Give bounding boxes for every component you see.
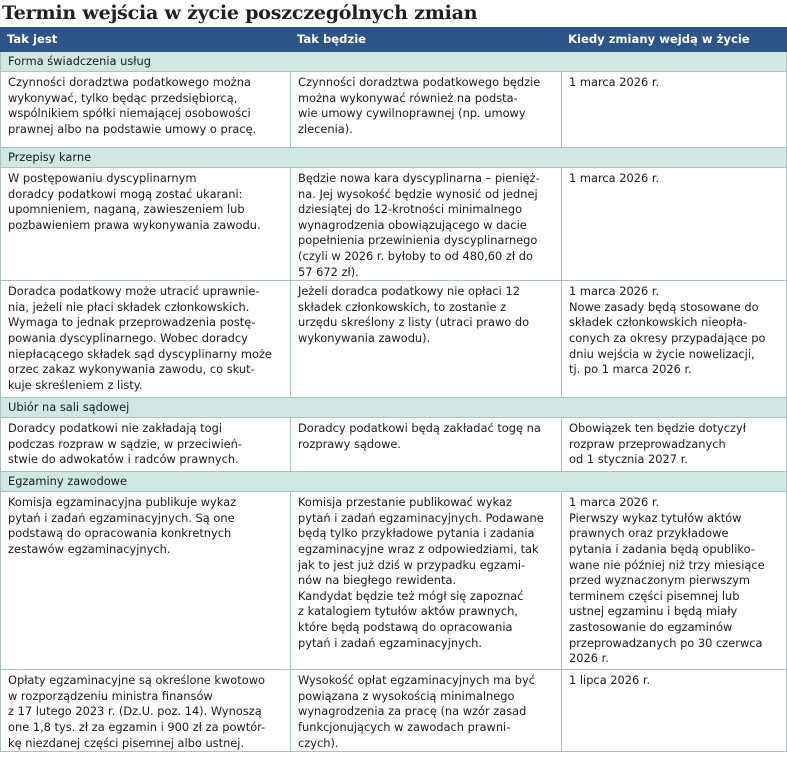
cell-text-line: Nowe zasady będą stosowane do (569, 299, 759, 314)
cell-text-line: upomnieniem, naganą, zawieszeniem lub (8, 202, 245, 217)
cell-text-line: od 1 stycznia 2027 r. (569, 452, 688, 467)
section-label: Przepisy karne (1, 148, 787, 168)
cell-text-line: rozpraw przeprowadzanych (569, 436, 726, 451)
cell-text-line: ustnej egzaminu i będą miały (569, 604, 738, 619)
cell-text-line: podstawą do opracowania konkretnych (8, 526, 232, 541)
cell-text-line: urzędu skreślony z listy (utraci prawo do (298, 315, 530, 330)
cell-text-line: rozprawy sądowe. (298, 436, 402, 451)
cell-text-line: Komisja egzaminacyjna publikuje wykaz (8, 495, 237, 510)
cell-current (1, 492, 291, 670)
cell-effective-date (562, 670, 787, 752)
cell-text-line: zlecenia). (298, 121, 353, 136)
header-future: Tak będzie (291, 28, 562, 52)
cell-text-line: zastosowanie do egzaminów (569, 619, 733, 634)
cell-text-line: Doradca podatkowy może utracić uprawnie- (8, 284, 260, 299)
cell-text-line: z 17 lutego 2023 r. (Dz.U. poz. 14). Wynoszą (8, 704, 262, 719)
cell-text-line: pytań i zadań egzaminacyjnych. Są one (8, 510, 235, 525)
cell-text-line: w rozporządzeniu ministra finansów (8, 688, 213, 703)
cell-text-line: składek członkowskich nieopła- (569, 315, 748, 330)
cell-text-line: kę niezdanej części pisemnej albo ustnej. (8, 735, 245, 750)
cell-text-line: conych za okresy przypadające po (569, 330, 766, 345)
cell-effective-date (562, 281, 787, 398)
cell-text-line: W postępowaniu dyscyplinarnym (8, 171, 197, 185)
cell-text-line: wynagrodzenia za pracę (na wzór zasad (298, 704, 527, 719)
cell-text-line: tj. po 1 marca 2026 r. (569, 362, 692, 377)
cell-text-line: niepłacącego składek sąd dyscyplinarny może (8, 346, 272, 361)
cell-text-line: Opłaty egzaminacyjne są określone kwotowo (8, 673, 265, 688)
cell-current (1, 670, 291, 752)
cell-text-line: z katalogiem tytułów aktów prawnych, (298, 604, 518, 619)
cell-text-line: terminem części pisemnej lub (569, 588, 740, 603)
header-effective-date: Kiedy zmiany wejdą w życie (562, 28, 787, 52)
cell-text-line: kuje skreśleniem z listy. (8, 377, 143, 392)
header-row (1, 28, 787, 52)
cell-text-line: pytań i zadań egzaminacyjnych. (298, 635, 482, 650)
cell-future (291, 281, 562, 398)
section-row (1, 472, 787, 492)
cell-text-line: 1 marca 2026 r. (569, 171, 660, 185)
cell-text-line: Czynności doradztwa podatkowego będzie (298, 75, 541, 89)
cell-text-line: Komisja przestanie publikować wykaz (298, 495, 512, 510)
cell-text-line: przeprowadzanych po 30 czerwca (569, 635, 763, 650)
cell-text-line: prawnej albo na podstawie umowy o pracę. (8, 121, 257, 136)
cell-text-line: przed wyznaczonym pierwszym (569, 573, 751, 588)
header-current: Tak jest (1, 28, 291, 52)
cell-text-line: Czynności doradztwa podatkowego można (8, 75, 251, 89)
page-title: Termin wejścia w życie poszczególnych zmian (2, 2, 478, 24)
cell-text-line: stwie do adwokatów i radców prawnych. (8, 452, 239, 467)
cell-effective-date (562, 168, 787, 281)
cell-text-line: wynagrodzenia obowiązującego w dacie (298, 217, 527, 232)
cell-text-line: nia, jeżeli nie płaci składek członkowskich. (8, 299, 250, 314)
cell-text-line: składek członkowskich, to zostanie z (298, 299, 507, 314)
table-row (1, 168, 787, 281)
cell-future (291, 418, 562, 472)
table-row (1, 492, 787, 670)
cell-text-line: Kandydat będzie też mógł się zapoznać (298, 588, 524, 603)
cell-text-line: popełnienia przewinienia dyscyplinarnego (298, 233, 538, 248)
cell-text-line: doradcy podatkowi mogą zostać ukarani: (8, 186, 243, 201)
cell-text-line: jak to jest już dziś w przypadku egzami- (298, 557, 526, 572)
cell-text-line: podczas rozpraw w sądzie, w przeciwień- (8, 436, 242, 451)
cell-text-line: orzec zakaz wykonywania zawodu, co skut- (8, 362, 255, 377)
cell-text-line: wykonywania zawodu). (298, 330, 431, 345)
cell-text-line: można wykonywać również na podsta- (298, 90, 518, 105)
cell-text-line: Będzie nowa kara dyscyplinarna – pienięż- (298, 171, 540, 185)
cell-current (1, 281, 291, 398)
cell-text-line: które będą podstawą do opracowania (298, 619, 513, 634)
cell-text-line: Pierwszy wykaz tytułów aktów (569, 510, 742, 525)
cell-text-line: Doradcy podatkowi będą zakładać togę na (298, 421, 541, 436)
cell-text-line: prawnych oraz przykładowe (569, 526, 729, 541)
cell-text-line: wspólnikiem spółki niemającej osobowości (8, 106, 251, 121)
cell-text-line: będą tylko przykładowe pytania i zadania (298, 526, 535, 541)
table-row (1, 670, 787, 752)
cell-text-line: 2026 r. (569, 651, 609, 666)
cell-text-line: Jeżeli doradca podatkowy nie opłaci 12 (298, 284, 520, 299)
table-row (1, 418, 787, 472)
cell-text-line: na. Jej wysokość będzie wynosić od jednej (298, 186, 538, 201)
cell-current (1, 72, 291, 148)
cell-text-line: Doradcy podatkowi nie zakładają togi (8, 421, 222, 436)
section-label: Forma świadczenia usług (1, 52, 787, 72)
cell-future (291, 670, 562, 752)
cell-text-line: dniu wejścia w życie nowelizacji, (569, 346, 755, 361)
section-row (1, 52, 787, 72)
cell-future (291, 72, 562, 148)
table-row (1, 72, 787, 148)
cell-effective-date (562, 72, 787, 148)
cell-text-line: zestawów egzaminacyjnych. (8, 541, 171, 556)
cell-text-line: one 1,8 tys. zł za egzamin i 900 zł za powtór- (8, 719, 266, 734)
table-row (1, 281, 787, 398)
cell-text-line: egzaminacyjne wraz z odpowiedziami, tak (298, 541, 539, 556)
section-row (1, 148, 787, 168)
cell-text-line: wane nie później niż trzy miesiące (569, 557, 765, 572)
cell-future (291, 492, 562, 670)
cell-text-line: powiązana z wysokością minimalnego (298, 688, 515, 703)
cell-text-line: pytań i zadań egzaminacyjnych. Podawane (298, 510, 544, 525)
changes-table (0, 27, 787, 752)
cell-text-line: pozbawieniem prawa wykonywania zawodu. (8, 217, 261, 232)
cell-text-line: czych). (298, 735, 339, 750)
cell-text-line: wie umowy cywilnoprawnej (np. umowy (298, 106, 526, 121)
cell-text-line: Wysokość opłat egzaminacyjnych ma być (298, 673, 536, 688)
cell-text-line: dziesiątej do 12-krotności minimalnego (298, 202, 523, 217)
cell-text-line: Obowiązek ten będzie dotyczył (569, 421, 747, 436)
cell-current (1, 418, 291, 472)
cell-text-line: wykonywać, tylko będąc przedsiębiorcą, (8, 90, 238, 105)
cell-text-line: 1 marca 2026 r. (569, 284, 660, 299)
cell-text-line: 1 marca 2026 r. (569, 75, 660, 89)
cell-text-line: (czyli w 2026 r. byłoby to od 480,60 zł do (298, 248, 533, 263)
cell-text-line: pytania i zadania będą opubliko- (569, 541, 755, 556)
cell-text-line: Wymaga to jednak przeprowadzenia postę- (8, 315, 256, 330)
cell-text-line: 57 672 zł). (298, 264, 359, 279)
cell-text-line: 1 lipca 2026 r. (569, 673, 651, 688)
section-row (1, 398, 787, 418)
cell-text-line: 1 marca 2026 r. (569, 495, 660, 510)
cell-text-line: funkcjonujących w zawodach prawni- (298, 719, 511, 734)
cell-future (291, 168, 562, 281)
cell-text-line: powania dyscyplinarnego. Wobec doradcy (8, 330, 248, 345)
section-label: Egzaminy zawodowe (1, 472, 787, 492)
section-label: Ubiór na sali sądowej (1, 398, 787, 418)
cell-effective-date (562, 492, 787, 670)
cell-current (1, 168, 291, 281)
cell-text-line: nów na biegłego rewidenta. (298, 573, 457, 588)
cell-effective-date (562, 418, 787, 472)
table-body (1, 52, 787, 752)
